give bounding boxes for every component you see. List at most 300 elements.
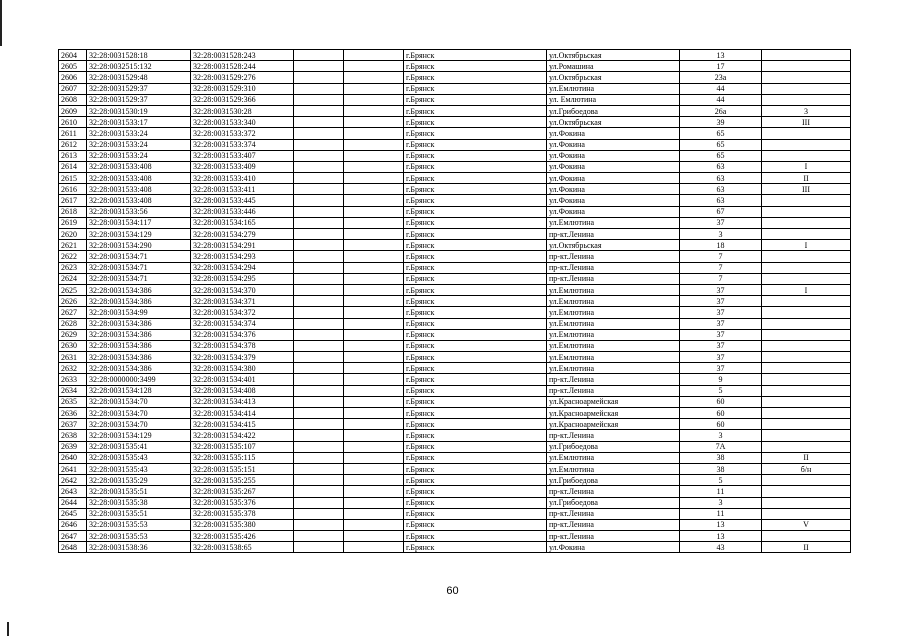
- street-cell: ул.Красноармейская: [547, 408, 680, 419]
- empty-cell: [344, 430, 404, 441]
- city-cell: г.Брянск: [404, 240, 547, 251]
- cadastral-number-cell: 32:28:0031534:379: [191, 352, 294, 363]
- empty-cell: [344, 128, 404, 139]
- street-cell: ул.Октябрьская: [547, 72, 680, 83]
- parent-cadastral-number-cell: 32:28:0031538:36: [87, 542, 191, 553]
- table-row: [59, 374, 851, 385]
- table-row: [59, 173, 851, 184]
- premises-part-cell: б/н: [762, 463, 851, 474]
- parent-cadastral-number-cell: 32:28:0031533:17: [87, 117, 191, 128]
- empty-cell: [294, 117, 344, 128]
- cadastral-number-cell: 32:28:0031534:370: [191, 284, 294, 295]
- table-row: [59, 50, 851, 61]
- row-number-cell: 2638: [59, 430, 87, 441]
- row-number-cell: 2639: [59, 441, 87, 452]
- row-number-cell: 2631: [59, 352, 87, 363]
- parent-cadastral-number-cell: 32:28:0031534:386: [87, 340, 191, 351]
- cadastral-number-cell: 32:28:0031534:279: [191, 229, 294, 240]
- parent-cadastral-number-cell: 32:28:0031528:18: [87, 50, 191, 61]
- empty-cell: [344, 262, 404, 273]
- row-number-cell: 2612: [59, 139, 87, 150]
- empty-cell: [294, 531, 344, 542]
- cadastral-number-cell: 32:28:0031533:340: [191, 117, 294, 128]
- premises-part-cell: [762, 206, 851, 217]
- house-number-cell: 43: [680, 542, 762, 553]
- city-cell: г.Брянск: [404, 352, 547, 363]
- parent-cadastral-number-cell: 32:28:0031529:48: [87, 72, 191, 83]
- premises-part-cell: [762, 486, 851, 497]
- empty-cell: [344, 497, 404, 508]
- table-body: [59, 50, 851, 553]
- house-number-cell: 65: [680, 150, 762, 161]
- row-number-cell: 2635: [59, 396, 87, 407]
- table-row: [59, 251, 851, 262]
- parent-cadastral-number-cell: 32:28:0031533:408: [87, 173, 191, 184]
- street-cell: пр-кт.Ленина: [547, 430, 680, 441]
- premises-part-cell: [762, 139, 851, 150]
- table-row: [59, 396, 851, 407]
- house-number-cell: 9: [680, 374, 762, 385]
- house-number-cell: 37: [680, 363, 762, 374]
- street-cell: ул.Октябрьская: [547, 240, 680, 251]
- city-cell: г.Брянск: [404, 329, 547, 340]
- table-row: [59, 262, 851, 273]
- empty-cell: [294, 262, 344, 273]
- house-number-cell: 63: [680, 173, 762, 184]
- row-number-cell: 2633: [59, 374, 87, 385]
- premises-part-cell: [762, 217, 851, 228]
- empty-cell: [344, 217, 404, 228]
- city-cell: г.Брянск: [404, 284, 547, 295]
- cadastral-number-cell: 32:28:0031528:244: [191, 61, 294, 72]
- empty-cell: [294, 542, 344, 553]
- street-cell: пр-кт.Ленина: [547, 262, 680, 273]
- empty-cell: [344, 329, 404, 340]
- empty-cell: [344, 463, 404, 474]
- city-cell: г.Брянск: [404, 441, 547, 452]
- empty-cell: [294, 128, 344, 139]
- house-number-cell: 13: [680, 531, 762, 542]
- premises-part-cell: [762, 128, 851, 139]
- row-number-cell: 2623: [59, 262, 87, 273]
- parent-cadastral-number-cell: 32:28:0031529:37: [87, 94, 191, 105]
- row-number-cell: 2641: [59, 463, 87, 474]
- empty-cell: [344, 307, 404, 318]
- city-cell: г.Брянск: [404, 61, 547, 72]
- empty-cell: [294, 296, 344, 307]
- empty-cell: [344, 296, 404, 307]
- parent-cadastral-number-cell: 32:28:0031534:70: [87, 408, 191, 419]
- house-number-cell: 13: [680, 50, 762, 61]
- street-cell: пр-кт.Ленина: [547, 519, 680, 530]
- parent-cadastral-number-cell: 32:28:0031534:71: [87, 251, 191, 262]
- street-cell: ул.Емлютина: [547, 296, 680, 307]
- house-number-cell: 37: [680, 217, 762, 228]
- empty-cell: [294, 184, 344, 195]
- empty-cell: [294, 486, 344, 497]
- city-cell: г.Брянск: [404, 296, 547, 307]
- empty-cell: [344, 161, 404, 172]
- house-number-cell: 60: [680, 419, 762, 430]
- table-row: [59, 452, 851, 463]
- parent-cadastral-number-cell: 32:28:0031534:129: [87, 430, 191, 441]
- city-cell: г.Брянск: [404, 206, 547, 217]
- street-cell: ул.Фокина: [547, 128, 680, 139]
- row-number-cell: 2637: [59, 419, 87, 430]
- street-cell: ул.Емлютина: [547, 463, 680, 474]
- row-number-cell: 2615: [59, 173, 87, 184]
- cadastral-register-table: [58, 49, 851, 553]
- parent-cadastral-number-cell: 32:28:0031534:99: [87, 307, 191, 318]
- cadastral-number-cell: 32:28:0031533:407: [191, 150, 294, 161]
- cadastral-number-cell: 32:28:0031534:415: [191, 419, 294, 430]
- parent-cadastral-number-cell: 32:28:0031535:38: [87, 497, 191, 508]
- premises-part-cell: [762, 508, 851, 519]
- empty-cell: [344, 117, 404, 128]
- row-number-cell: 2604: [59, 50, 87, 61]
- parent-cadastral-number-cell: 32:28:0031533:408: [87, 195, 191, 206]
- city-cell: г.Брянск: [404, 374, 547, 385]
- street-cell: пр-кт.Ленина: [547, 374, 680, 385]
- table-row: [59, 161, 851, 172]
- cadastral-number-cell: 32:28:0031534:413: [191, 396, 294, 407]
- premises-part-cell: [762, 72, 851, 83]
- cadastral-number-cell: 32:28:0031535:267: [191, 486, 294, 497]
- city-cell: г.Брянск: [404, 307, 547, 318]
- scan-edge-mark: [7, 622, 9, 636]
- street-cell: ул.Фокина: [547, 184, 680, 195]
- parent-cadastral-number-cell: 32:28:0031534:386: [87, 363, 191, 374]
- cadastral-number-cell: 32:28:0031533:445: [191, 195, 294, 206]
- premises-part-cell: [762, 195, 851, 206]
- table-row: [59, 307, 851, 318]
- table-row: [59, 519, 851, 530]
- empty-cell: [294, 251, 344, 262]
- parent-cadastral-number-cell: 32:28:0031535:43: [87, 452, 191, 463]
- empty-cell: [294, 318, 344, 329]
- street-cell: пр-кт.Ленина: [547, 273, 680, 284]
- row-number-cell: 2608: [59, 94, 87, 105]
- house-number-cell: 37: [680, 296, 762, 307]
- empty-cell: [294, 284, 344, 295]
- row-number-cell: 2632: [59, 363, 87, 374]
- table-row: [59, 408, 851, 419]
- premises-part-cell: [762, 94, 851, 105]
- house-number-cell: 60: [680, 408, 762, 419]
- cadastral-number-cell: 32:28:0031529:276: [191, 72, 294, 83]
- premises-part-cell: [762, 307, 851, 318]
- table-row: [59, 139, 851, 150]
- house-number-cell: 11: [680, 486, 762, 497]
- premises-part-cell: [762, 262, 851, 273]
- empty-cell: [294, 430, 344, 441]
- premises-part-cell: [762, 441, 851, 452]
- empty-cell: [294, 463, 344, 474]
- cadastral-number-cell: 32:28:0031529:310: [191, 83, 294, 94]
- cadastral-number-cell: 32:28:0031534:374: [191, 318, 294, 329]
- premises-part-cell: V: [762, 519, 851, 530]
- premises-part-cell: [762, 430, 851, 441]
- empty-cell: [344, 284, 404, 295]
- premises-part-cell: [762, 329, 851, 340]
- empty-cell: [344, 273, 404, 284]
- house-number-cell: 67: [680, 206, 762, 217]
- empty-cell: [294, 497, 344, 508]
- house-number-cell: 37: [680, 318, 762, 329]
- city-cell: г.Брянск: [404, 50, 547, 61]
- row-number-cell: 2647: [59, 531, 87, 542]
- parent-cadastral-number-cell: 32:28:0031534:386: [87, 318, 191, 329]
- table-row: [59, 284, 851, 295]
- empty-cell: [294, 475, 344, 486]
- street-cell: ул.Емлютина: [547, 352, 680, 363]
- city-cell: г.Брянск: [404, 508, 547, 519]
- cadastral-number-cell: 32:28:0031533:411: [191, 184, 294, 195]
- city-cell: г.Брянск: [404, 72, 547, 83]
- table-row: [59, 83, 851, 94]
- city-cell: г.Брянск: [404, 419, 547, 430]
- city-cell: г.Брянск: [404, 363, 547, 374]
- premises-part-cell: [762, 318, 851, 329]
- street-cell: пр-кт.Ленина: [547, 385, 680, 396]
- empty-cell: [294, 217, 344, 228]
- house-number-cell: 38: [680, 452, 762, 463]
- empty-cell: [344, 385, 404, 396]
- row-number-cell: 2618: [59, 206, 87, 217]
- city-cell: г.Брянск: [404, 117, 547, 128]
- house-number-cell: 38: [680, 463, 762, 474]
- empty-cell: [344, 519, 404, 530]
- house-number-cell: 7А: [680, 441, 762, 452]
- parent-cadastral-number-cell: 32:28:0031530:19: [87, 105, 191, 116]
- cadastral-number-cell: 32:28:0031535:255: [191, 475, 294, 486]
- cadastral-number-cell: 32:28:0031534:294: [191, 262, 294, 273]
- parent-cadastral-number-cell: 32:28:0031533:24: [87, 150, 191, 161]
- row-number-cell: 2616: [59, 184, 87, 195]
- parent-cadastral-number-cell: 32:28:0031534:71: [87, 262, 191, 273]
- city-cell: г.Брянск: [404, 452, 547, 463]
- row-number-cell: 2619: [59, 217, 87, 228]
- street-cell: ул.Грибоедова: [547, 441, 680, 452]
- row-number-cell: 2622: [59, 251, 87, 262]
- street-cell: ул. Емлютина: [547, 94, 680, 105]
- cadastral-number-cell: 32:28:0031534:295: [191, 273, 294, 284]
- row-number-cell: 2609: [59, 105, 87, 116]
- empty-cell: [344, 206, 404, 217]
- empty-cell: [294, 508, 344, 519]
- house-number-cell: 23а: [680, 72, 762, 83]
- empty-cell: [344, 240, 404, 251]
- table-row: [59, 318, 851, 329]
- city-cell: г.Брянск: [404, 173, 547, 184]
- premises-part-cell: III: [762, 117, 851, 128]
- premises-part-cell: [762, 408, 851, 419]
- empty-cell: [294, 105, 344, 116]
- street-cell: ул.Емлютина: [547, 452, 680, 463]
- empty-cell: [344, 318, 404, 329]
- parent-cadastral-number-cell: 32:28:0031535:43: [87, 463, 191, 474]
- premises-part-cell: [762, 419, 851, 430]
- empty-cell: [344, 396, 404, 407]
- city-cell: г.Брянск: [404, 229, 547, 240]
- cadastral-number-cell: 32:28:0031534:401: [191, 374, 294, 385]
- street-cell: ул.Емлютина: [547, 217, 680, 228]
- row-number-cell: 2621: [59, 240, 87, 251]
- row-number-cell: 2605: [59, 61, 87, 72]
- city-cell: г.Брянск: [404, 184, 547, 195]
- street-cell: ул.Емлютина: [547, 307, 680, 318]
- city-cell: г.Брянск: [404, 83, 547, 94]
- house-number-cell: 5: [680, 475, 762, 486]
- empty-cell: [294, 50, 344, 61]
- house-number-cell: 3: [680, 229, 762, 240]
- house-number-cell: 39: [680, 117, 762, 128]
- empty-cell: [344, 374, 404, 385]
- street-cell: пр-кт.Ленина: [547, 531, 680, 542]
- city-cell: г.Брянск: [404, 385, 547, 396]
- city-cell: г.Брянск: [404, 139, 547, 150]
- cadastral-number-cell: 32:28:0031535:107: [191, 441, 294, 452]
- house-number-cell: 3: [680, 497, 762, 508]
- premises-part-cell: [762, 229, 851, 240]
- parent-cadastral-number-cell: 32:28:0031535:51: [87, 508, 191, 519]
- house-number-cell: 63: [680, 161, 762, 172]
- row-number-cell: 2624: [59, 273, 87, 284]
- parent-cadastral-number-cell: 32:28:0031533:408: [87, 161, 191, 172]
- premises-part-cell: [762, 363, 851, 374]
- cadastral-number-cell: 32:28:0031534:372: [191, 307, 294, 318]
- table-row: [59, 531, 851, 542]
- empty-cell: [344, 105, 404, 116]
- empty-cell: [344, 352, 404, 363]
- house-number-cell: 26а: [680, 105, 762, 116]
- table-row: [59, 296, 851, 307]
- street-cell: пр-кт.Ленина: [547, 486, 680, 497]
- street-cell: ул.Емлютина: [547, 318, 680, 329]
- street-cell: пр-кт.Ленина: [547, 229, 680, 240]
- row-number-cell: 2628: [59, 318, 87, 329]
- empty-cell: [344, 61, 404, 72]
- premises-part-cell: II: [762, 173, 851, 184]
- parent-cadastral-number-cell: 32:28:0031535:41: [87, 441, 191, 452]
- empty-cell: [344, 50, 404, 61]
- street-cell: ул.Фокина: [547, 161, 680, 172]
- house-number-cell: 5: [680, 385, 762, 396]
- row-number-cell: 2626: [59, 296, 87, 307]
- house-number-cell: 37: [680, 340, 762, 351]
- parent-cadastral-number-cell: 32:28:0031534:117: [87, 217, 191, 228]
- cadastral-number-cell: 32:28:0031534:165: [191, 217, 294, 228]
- table-row: [59, 217, 851, 228]
- parent-cadastral-number-cell: 32:28:0031534:290: [87, 240, 191, 251]
- premises-part-cell: [762, 352, 851, 363]
- parent-cadastral-number-cell: 32:28:0031534:128: [87, 385, 191, 396]
- house-number-cell: 60: [680, 396, 762, 407]
- table-row: [59, 329, 851, 340]
- parent-cadastral-number-cell: 32:28:0031533:24: [87, 139, 191, 150]
- empty-cell: [294, 519, 344, 530]
- parent-cadastral-number-cell: 32:28:0031534:70: [87, 396, 191, 407]
- cadastral-number-cell: 32:28:0031528:243: [191, 50, 294, 61]
- city-cell: г.Брянск: [404, 463, 547, 474]
- cadastral-number-cell: 32:28:0031534:291: [191, 240, 294, 251]
- table-row: [59, 352, 851, 363]
- empty-cell: [294, 72, 344, 83]
- parent-cadastral-number-cell: 32:28:0031535:53: [87, 531, 191, 542]
- row-number-cell: 2644: [59, 497, 87, 508]
- city-cell: г.Брянск: [404, 497, 547, 508]
- table-row: [59, 475, 851, 486]
- empty-cell: [294, 61, 344, 72]
- row-number-cell: 2645: [59, 508, 87, 519]
- table-row: [59, 105, 851, 116]
- empty-cell: [344, 229, 404, 240]
- street-cell: ул.Емлютина: [547, 284, 680, 295]
- cadastral-number-cell: 32:28:0031534:422: [191, 430, 294, 441]
- table-row: [59, 229, 851, 240]
- row-number-cell: 2617: [59, 195, 87, 206]
- parent-cadastral-number-cell: 32:28:0031534:70: [87, 419, 191, 430]
- row-number-cell: 2634: [59, 385, 87, 396]
- table-row: [59, 273, 851, 284]
- city-cell: г.Брянск: [404, 486, 547, 497]
- empty-cell: [344, 150, 404, 161]
- empty-cell: [294, 396, 344, 407]
- empty-cell: [344, 72, 404, 83]
- parent-cadastral-number-cell: 32:28:0031534:386: [87, 352, 191, 363]
- empty-cell: [294, 385, 344, 396]
- cadastral-number-cell: 32:28:0031533:374: [191, 139, 294, 150]
- street-cell: ул.Грибоедова: [547, 497, 680, 508]
- table-row: [59, 184, 851, 195]
- cadastral-number-cell: 32:28:0031533:409: [191, 161, 294, 172]
- parent-cadastral-number-cell: 32:28:0031534:386: [87, 284, 191, 295]
- house-number-cell: 65: [680, 128, 762, 139]
- cadastral-number-cell: 32:28:0031535:151: [191, 463, 294, 474]
- cadastral-number-cell: 32:28:0031535:115: [191, 452, 294, 463]
- empty-cell: [344, 531, 404, 542]
- cadastral-number-cell: 32:28:0031533:410: [191, 173, 294, 184]
- table-row: [59, 340, 851, 351]
- city-cell: г.Брянск: [404, 408, 547, 419]
- premises-part-cell: [762, 475, 851, 486]
- parent-cadastral-number-cell: 32:28:0031534:129: [87, 229, 191, 240]
- parent-cadastral-number-cell: 32:28:0031533:24: [87, 128, 191, 139]
- parent-cadastral-number-cell: 32:28:0031535:29: [87, 475, 191, 486]
- table-row: [59, 508, 851, 519]
- cadastral-number-cell: 32:28:0031534:414: [191, 408, 294, 419]
- table-row: [59, 497, 851, 508]
- table-row: [59, 385, 851, 396]
- street-cell: ул.Красноармейская: [547, 419, 680, 430]
- cadastral-number-cell: 32:28:0031538:65: [191, 542, 294, 553]
- house-number-cell: 17: [680, 61, 762, 72]
- page-number: 60: [446, 585, 459, 597]
- empty-cell: [294, 83, 344, 94]
- house-number-cell: 37: [680, 307, 762, 318]
- row-number-cell: 2648: [59, 542, 87, 553]
- house-number-cell: 63: [680, 184, 762, 195]
- premises-part-cell: [762, 61, 851, 72]
- table-row: [59, 72, 851, 83]
- table-row: [59, 542, 851, 553]
- cadastral-number-cell: 32:28:0031534:293: [191, 251, 294, 262]
- empty-cell: [294, 452, 344, 463]
- empty-cell: [344, 452, 404, 463]
- street-cell: ул.Октябрьская: [547, 50, 680, 61]
- parent-cadastral-number-cell: 32:28:0031534:386: [87, 296, 191, 307]
- premises-part-cell: [762, 340, 851, 351]
